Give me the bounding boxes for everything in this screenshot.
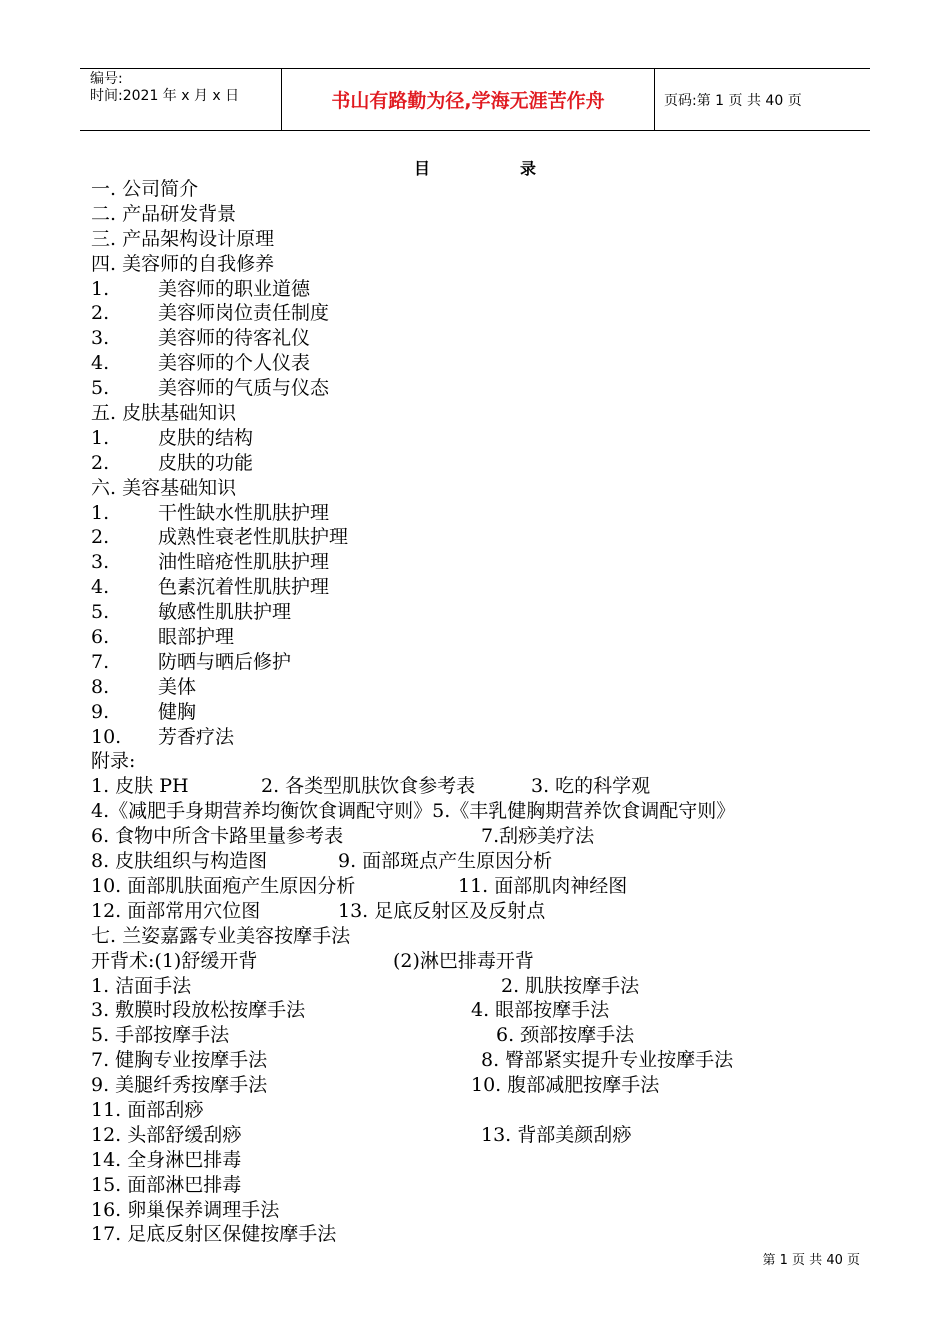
toc-entry: 17. 足底反射区保健按摩手法 bbox=[91, 1223, 337, 1246]
toc-entry-secondary: 干性缺水性肌肤护理 bbox=[158, 501, 330, 524]
toc-line bbox=[91, 899, 891, 924]
toc-line bbox=[91, 824, 891, 849]
toc-line bbox=[91, 1222, 891, 1247]
toc-line bbox=[91, 774, 891, 799]
toc-entry-secondary: 8. 臀部紧实提升专业按摩手法 bbox=[481, 1049, 734, 1072]
toc-entry-secondary: 健胸 bbox=[158, 700, 197, 723]
toc-entry: 1. 洁面手法 bbox=[91, 974, 192, 997]
toc-entry: 一. 公司简介 bbox=[91, 178, 199, 200]
toc-line bbox=[91, 1148, 891, 1173]
toc-entry: 7. 健胸专业按摩手法 bbox=[91, 1049, 268, 1072]
toc-entry: 14. 全身淋巴排毒 bbox=[91, 1148, 242, 1171]
toc-entry-secondary: 油性暗疮性肌肤护理 bbox=[158, 551, 330, 574]
toc-entry: 1. 皮肤 PH bbox=[91, 775, 189, 798]
toc-entry: 10. bbox=[91, 725, 122, 748]
toc-line bbox=[91, 725, 891, 750]
toc-list bbox=[91, 177, 891, 1247]
page-footer: 第 1 页 共 40 页 bbox=[762, 1253, 860, 1268]
toc-entry: 3. bbox=[91, 327, 110, 350]
toc-entry: 16. 卵巢保养调理手法 bbox=[91, 1198, 280, 1221]
header-motto: 书山有路勤为径,学海无涯苦作舟 bbox=[281, 69, 655, 130]
toc-line bbox=[91, 351, 891, 376]
toc-entry: 二. 产品研发背景 bbox=[91, 202, 237, 225]
toc-entry-secondary: 13. 背部美颜刮痧 bbox=[481, 1123, 632, 1146]
toc-line bbox=[91, 600, 891, 625]
toc-entry-secondary: 10. 腹部减肥按摩手法 bbox=[471, 1074, 660, 1097]
toc-line bbox=[91, 1198, 891, 1223]
toc-entry: 三. 产品架构设计原理 bbox=[91, 227, 275, 250]
toc-entry: 12. 头部舒缓刮痧 bbox=[91, 1123, 242, 1146]
toc-entry: 2. bbox=[91, 302, 110, 325]
toc-entry-secondary: 2. 肌肤按摩手法 bbox=[501, 974, 640, 997]
toc-line bbox=[91, 451, 891, 476]
toc-line bbox=[91, 1173, 891, 1198]
toc-entry: 4.《减肥手身期营养均衡饮食调配守则》5.《丰乳健胸期营养饮食调配守则》 bbox=[91, 800, 736, 823]
toc-line bbox=[91, 301, 891, 326]
toc-line bbox=[91, 376, 891, 401]
toc-entry: 6. bbox=[91, 626, 110, 649]
toc-line bbox=[91, 1073, 891, 1098]
toc-entry: 6. 食物中所含卡路里量参考表 bbox=[91, 825, 344, 848]
toc-entry-secondary: 美容师的气质与仪态 bbox=[158, 377, 330, 400]
toc-entry-secondary: 4. 眼部按摩手法 bbox=[471, 999, 610, 1022]
toc-entry-secondary: 11. 面部肌肉神经图 bbox=[458, 874, 628, 897]
toc-line bbox=[91, 749, 891, 774]
toc-line bbox=[91, 625, 891, 650]
toc-entry: 8. 皮肤组织与构造图 bbox=[91, 850, 268, 873]
toc-entry-secondary: 色素沉着性肌肤护理 bbox=[158, 576, 330, 599]
toc-line bbox=[91, 874, 891, 899]
toc-entry: 四. 美容师的自我修养 bbox=[91, 252, 275, 275]
toc-entry: 开背术:(1)舒缓开背 bbox=[91, 949, 258, 972]
toc-entry: 8. bbox=[91, 675, 110, 698]
toc-line bbox=[91, 1023, 891, 1048]
toc-entry: 7. bbox=[91, 650, 110, 673]
page-header bbox=[80, 68, 870, 131]
toc-line bbox=[91, 998, 891, 1023]
toc-line bbox=[91, 326, 891, 351]
toc-entry: 9. bbox=[91, 700, 110, 723]
header-meta bbox=[80, 69, 281, 130]
toc-entry-secondary: 9. 面部斑点产生原因分析 bbox=[338, 850, 553, 873]
toc-line bbox=[91, 227, 891, 252]
toc-line bbox=[91, 924, 891, 949]
toc-line bbox=[91, 476, 891, 501]
toc-line bbox=[91, 1048, 891, 1073]
toc-entry-secondary: 7.刮痧美疗法 bbox=[481, 825, 595, 848]
toc-entry: 12. 面部常用穴位图 bbox=[91, 899, 261, 922]
toc-entry: 15. 面部淋巴排毒 bbox=[91, 1173, 242, 1196]
toc-entry: 2. bbox=[91, 451, 110, 474]
toc-entry-secondary: 6. 颈部按摩手法 bbox=[496, 1024, 635, 1047]
toc-entry-secondary: 美容师的职业道德 bbox=[158, 277, 311, 300]
toc-entry-secondary: 美容师岗位责任制度 bbox=[158, 302, 330, 325]
toc-entry-secondary: 美体 bbox=[158, 675, 197, 698]
document-date: 时间:2021 年 x 月 x 日 bbox=[90, 88, 240, 104]
header-page-number: 页码:第 1 页 共 40 页 bbox=[664, 92, 802, 109]
toc-line bbox=[91, 575, 891, 600]
toc-entry: 4. bbox=[91, 352, 110, 375]
toc-line bbox=[91, 1098, 891, 1123]
toc-line bbox=[91, 974, 891, 999]
document-number-label: 编号: bbox=[90, 71, 123, 87]
toc-line bbox=[91, 252, 891, 277]
toc-entry-secondary: 3. 吃的科学观 bbox=[531, 775, 651, 798]
toc-line bbox=[91, 501, 891, 526]
toc-entry-secondary: 美容师的待客礼仪 bbox=[158, 327, 311, 350]
toc-entry: 5. 手部按摩手法 bbox=[91, 1024, 230, 1047]
toc-line bbox=[91, 525, 891, 550]
toc-entry-secondary: 皮肤的功能 bbox=[158, 451, 254, 474]
toc-entry: 4. bbox=[91, 576, 110, 599]
toc-entry-secondary: 眼部护理 bbox=[158, 626, 235, 649]
toc-line bbox=[91, 401, 891, 426]
toc-entry-secondary: 美容师的个人仪表 bbox=[158, 352, 311, 375]
toc-line bbox=[91, 949, 891, 974]
toc-entry: 3. 敷膜时段放松按摩手法 bbox=[91, 999, 306, 1022]
toc-entry-secondary: 成熟性衰老性肌肤护理 bbox=[158, 526, 349, 549]
toc-entry: 9. 美腿纤秀按摩手法 bbox=[91, 1074, 268, 1097]
toc-entry: 附录: bbox=[91, 750, 136, 773]
toc-entry: 11. 面部刮痧 bbox=[91, 1098, 204, 1121]
toc-entry: 1. bbox=[91, 426, 110, 449]
toc-line bbox=[91, 177, 891, 202]
toc-entry: 5. bbox=[91, 601, 110, 624]
toc-entry: 六. 美容基础知识 bbox=[91, 476, 237, 499]
toc-entry-secondary: 敏感性肌肤护理 bbox=[158, 601, 292, 624]
toc-line bbox=[91, 799, 891, 824]
toc-entry-secondary: (2)淋巴排毒开背 bbox=[393, 949, 534, 972]
toc-line bbox=[91, 277, 891, 302]
toc-entry-secondary: 防晒与晒后修护 bbox=[158, 650, 292, 673]
toc-line bbox=[91, 550, 891, 575]
toc-line bbox=[91, 1123, 891, 1148]
toc-entry: 五. 皮肤基础知识 bbox=[91, 402, 237, 425]
toc-line bbox=[91, 675, 891, 700]
toc-entry: 七. 兰姿嘉露专业美容按摩手法 bbox=[91, 924, 351, 947]
toc-line bbox=[91, 202, 891, 227]
toc-entry: 5. bbox=[91, 377, 110, 400]
toc-entry-secondary: 皮肤的结构 bbox=[158, 426, 254, 449]
toc-entry: 10. 面部肌肤面疱产生原因分析 bbox=[91, 874, 356, 897]
toc-entry: 2. bbox=[91, 526, 110, 549]
toc-line bbox=[91, 849, 891, 874]
toc-line bbox=[91, 700, 891, 725]
toc-entry-secondary: 13. 足底反射区及反射点 bbox=[338, 899, 546, 922]
toc-entry: 1. bbox=[91, 501, 110, 524]
toc-entry-secondary: 芳香疗法 bbox=[158, 725, 235, 748]
toc-entry: 1. bbox=[91, 277, 110, 300]
toc-entry: 3. bbox=[91, 551, 110, 574]
toc-title: 目录 bbox=[413, 159, 626, 178]
toc-line bbox=[91, 650, 891, 675]
toc-line bbox=[91, 426, 891, 451]
toc-entry-secondary: 2. 各类型肌肤饮食参考表 bbox=[261, 775, 476, 798]
